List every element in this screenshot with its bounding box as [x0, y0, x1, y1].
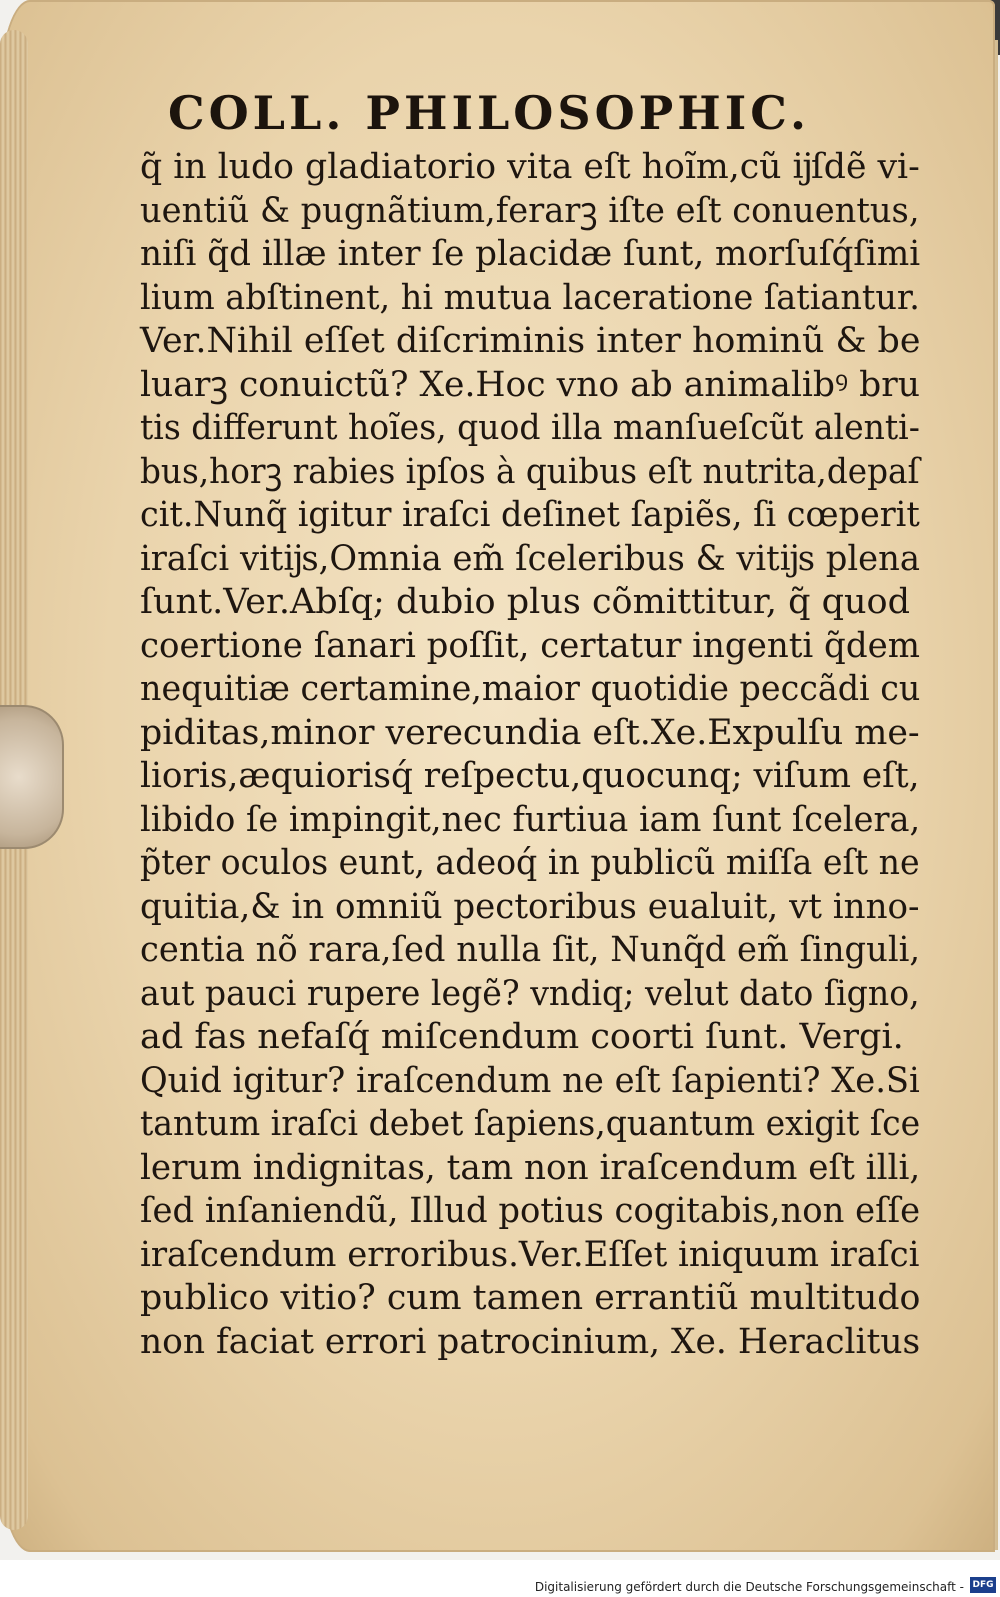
text-line: lioris,æquiorisq́ reſpectu,quocunq; viſum eſt,	[140, 756, 920, 796]
text-line: centia nõ rara,ſed nulla ſit, Nunq̃d em̃ ſinguli,	[140, 930, 921, 970]
text-line: publico vitio? cum tamen errantiũ multitudo	[140, 1278, 921, 1318]
text-line: p̃ter oculos eunt, adeoq́ in publicũ miſſa eſt ne	[140, 843, 920, 883]
text-line: tantum iraſci debet ſapiens,quantum exigit ſce	[140, 1104, 921, 1144]
text-line: aut pauci rupere legẽ? vndiq; velut dato ſigno,	[140, 973, 920, 1014]
text-line: iraſci vitĳs,Omnia em̃ ſceleribus & vitĳs plena	[140, 538, 920, 579]
text-line: ſed inſaniendũ, Illud potius cogitabis,non eſſe	[140, 1191, 921, 1231]
running-header: COLL. PHILOSOPHIC.	[168, 86, 811, 140]
text-line: nequitiæ certamine,maior quotidie peccãdi cu	[140, 669, 921, 709]
text-line: tis differunt hoĩes, quod illa manſueſcũt alenti-	[140, 408, 920, 448]
text-line: cit.Nunq̃ igitur iraſci deſinet ſapiẽs, ſi cœperit	[140, 495, 920, 535]
text-line: non faciat errori patrocinium, Xe. Heraclitus	[140, 1321, 921, 1362]
text-line: coertione ſanari poſſit, certatur ingenti q̃dem	[140, 625, 920, 666]
text-line: ad fas nefaſq́ miſcendum coorti ſunt. Vergi.	[140, 1017, 904, 1057]
text-line: iraſcendum erroribus.Ver.Eſſet iniquum iraſci	[140, 1234, 920, 1275]
page-clip	[0, 705, 64, 849]
text-line: niſi q̃d illæ inter ſe placidæ ſunt, morſuſq́ſimi	[140, 234, 921, 274]
text-line: lium abſtinent, hi mutua laceratione ſatiantur.	[140, 277, 920, 318]
text-line: luarꝫ conuictũ? Xe.Hoc vno ab animalibꝰ bru	[140, 364, 921, 405]
text-line: libido ſe impingit,nec furtiua iam ſunt ſcelera,	[140, 799, 921, 840]
footer-credit: Digitalisierung gefördert durch die Deutsche Forschungsgemeinschaft -	[534, 1580, 964, 1594]
text-line: q̃ in ludo gladiatorio vita eſt hoĩm,cũ ĳſdẽ vi-	[140, 147, 920, 187]
text-line: uentiũ & pugnãtium,ferarꝫ iſte eſt conuentus,	[140, 190, 920, 231]
dfg-logo: DFG	[970, 1577, 996, 1593]
text-line: bus,horꝫ rabies ipſos à quibus eſt nutrita,depaſ	[140, 451, 920, 492]
text-line: Quid igitur? iraſcendum ne eſt ſapienti? Xe.Si	[140, 1060, 920, 1101]
text-line: lerum indignitas, tam non iraſcendum eſt illi,	[140, 1147, 921, 1188]
text-line: quitia,& in omniũ pectoribus eualuit, vt inno-	[140, 886, 920, 927]
text-line: ſunt.Ver.Abſq; dubio plus cõmittitur, q̃ quod	[140, 582, 911, 622]
text-line: Ver.Nihil eſſet diſcriminis inter hominũ & be	[140, 321, 921, 361]
text-line: piditas,minor verecundia eſt.Xe.Expulſu me-	[140, 712, 920, 753]
